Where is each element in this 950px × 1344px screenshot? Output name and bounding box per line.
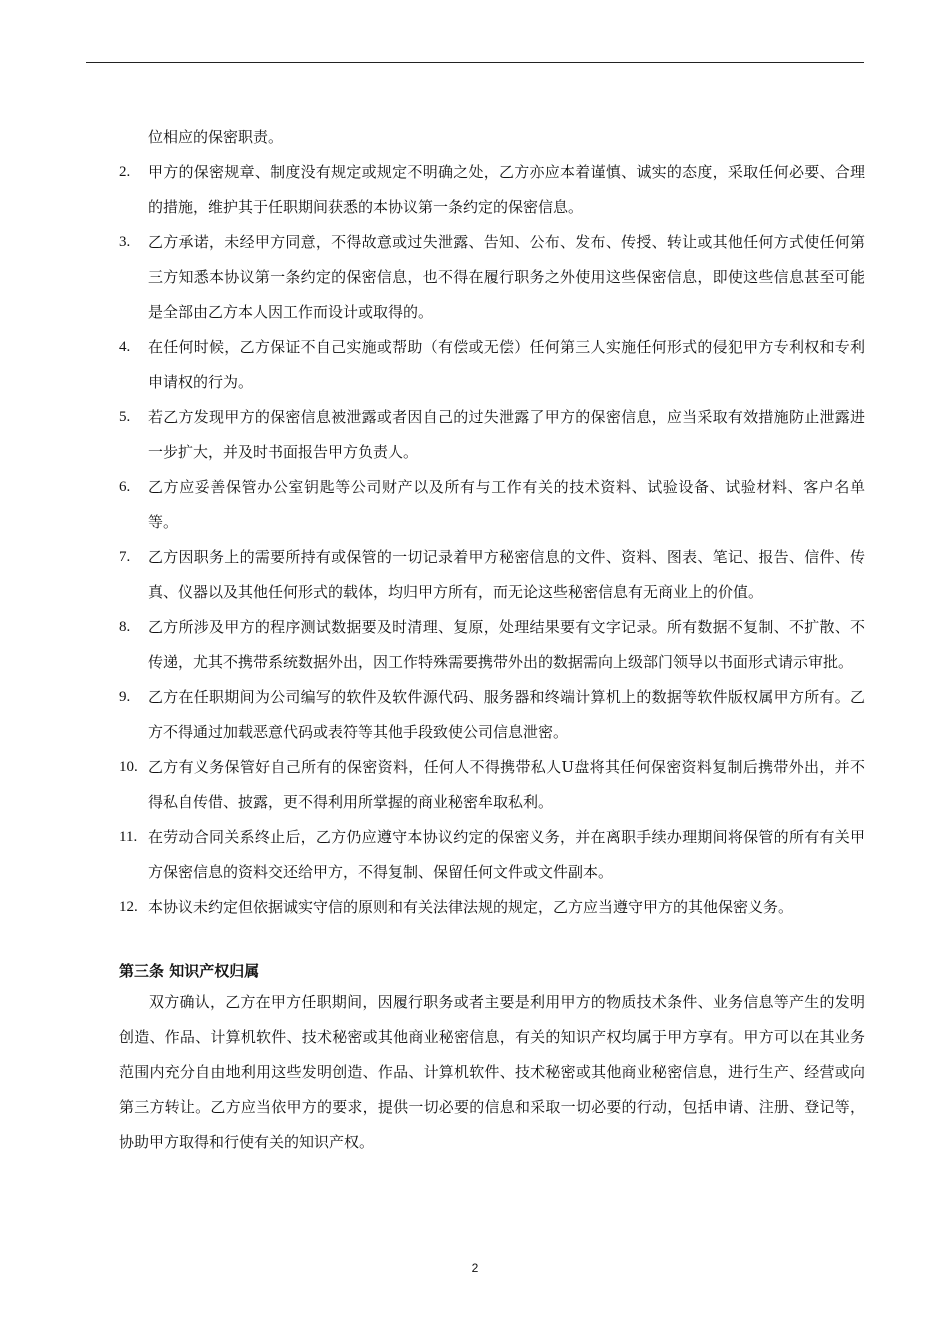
item-text: 在任何时候，乙方保证不自己实施或帮助（有偿或无偿）任何第三人实施任何形式的侵犯甲方专利权和专利申请权的行为。 (148, 338, 865, 391)
item-number: 11. (119, 829, 138, 845)
item-text: 乙方有义务保管好自己所有的保密资料，任何人不得携带私人U盘将其任何保密资料复制后携带外出，并不得私自传借、披露，更不得利用所掌握的商业秘密牟取私利。 (148, 758, 865, 811)
item-text: 若乙方发现甲方的保密信息被泄露或者因自己的过失泄露了甲方的保密信息，应当采取有效措施防止泄露进一步扩大，并及时书面报告甲方负责人。 (148, 408, 865, 461)
list-item (119, 470, 865, 540)
item-text: 乙方承诺，未经甲方同意，不得故意或过失泄露、告知、公布、发布、传授、转让或其他任何方式使任何第三方知悉本协议第一条约定的保密信息，也不得在履行职务之外使用这些保密信息，即使这些信息甚至可能是全部由乙方本人因工作而设计或取得的。 (148, 233, 865, 321)
list-item (119, 330, 865, 400)
list-item (119, 225, 865, 330)
list-item (119, 680, 865, 750)
item-number: 4. (119, 339, 131, 355)
item-number: 3. (119, 234, 131, 250)
continued-text: 位相应的保密职责。 (148, 128, 284, 146)
header-rule (86, 62, 864, 63)
item-number: 8. (119, 619, 131, 635)
item-number: 2. (119, 164, 131, 180)
item-text: 乙方应妥善保管办公室钥匙等公司财产以及所有与工作有关的技术资料、试验设备、试验材料、客户名单等。 (148, 478, 865, 531)
item-number: 5. (119, 409, 131, 425)
list-item (119, 610, 865, 680)
item-number: 12. (119, 899, 138, 915)
item-number: 9. (119, 689, 131, 705)
item-text: 乙方因职务上的需要所持有或保管的一切记录着甲方秘密信息的文件、资料、图表、笔记、报告、信件、传真、仪器以及其他任何形式的载体，均归甲方所有，而无论这些秘密信息有无商业上的价值。 (148, 548, 865, 601)
page-number: 2 (471, 1261, 479, 1275)
document-body (119, 120, 865, 1160)
list-item (119, 400, 865, 470)
clause-list (119, 155, 865, 925)
section-paragraph: 双方确认，乙方在甲方任职期间，因履行职务或者主要是利用甲方的物质技术条件、业务信息等产生的发明创造、作品、计算机软件、技术秘密或其他商业秘密信息，有关的知识产权均属于甲方享有。甲方可以在其业务范围内充分自由地利用这些发明创造、作品、计算机软件、技术秘密或其他商业秘密信息，进行生产、经营或向第三方转让。乙方应当依甲方的要求，提供一切必要的信息和采取一切必要的行动，包括申请、注册、登记等，协助甲方取得和行使有关的知识产权。 (119, 993, 865, 1151)
list-item (119, 820, 865, 890)
section-title: 第三条 知识产权归属 (119, 962, 260, 980)
list-item (119, 155, 865, 225)
item-text: 在劳动合同关系终止后，乙方仍应遵守本协议约定的保密义务，并在离职手续办理期间将保管的所有有关甲方保密信息的资料交还给甲方，不得复制、保留任何文件或文件副本。 (148, 828, 865, 881)
item-number: 10. (119, 759, 138, 775)
list-item (119, 890, 865, 925)
item-number: 6. (119, 479, 131, 495)
item-text: 乙方所涉及甲方的程序测试数据要及时清理、复原，处理结果要有文字记录。所有数据不复制、不扩散、不传递，尤其不携带系统数据外出，因工作特殊需要携带外出的数据需向上级部门领导以书面形式请示审批。 (148, 618, 865, 671)
item-text: 乙方在任职期间为公司编写的软件及软件源代码、服务器和终端计算机上的数据等软件版权属甲方所有。乙方不得通过加载恶意代码或表符等其他手段致使公司信息泄密。 (148, 688, 865, 741)
item-text: 本协议未约定但依据诚实守信的原则和有关法律法规的规定，乙方应当遵守甲方的其他保密义务。 (148, 898, 794, 916)
item-number: 7. (119, 549, 131, 565)
item-text: 甲方的保密规章、制度没有规定或规定不明确之处，乙方亦应本着谨慎、诚实的态度，采取任何必要、合理的措施，维护其于任职期间获悉的本协议第一条约定的保密信息。 (148, 163, 865, 216)
list-item (119, 540, 865, 610)
list-item (119, 750, 865, 820)
